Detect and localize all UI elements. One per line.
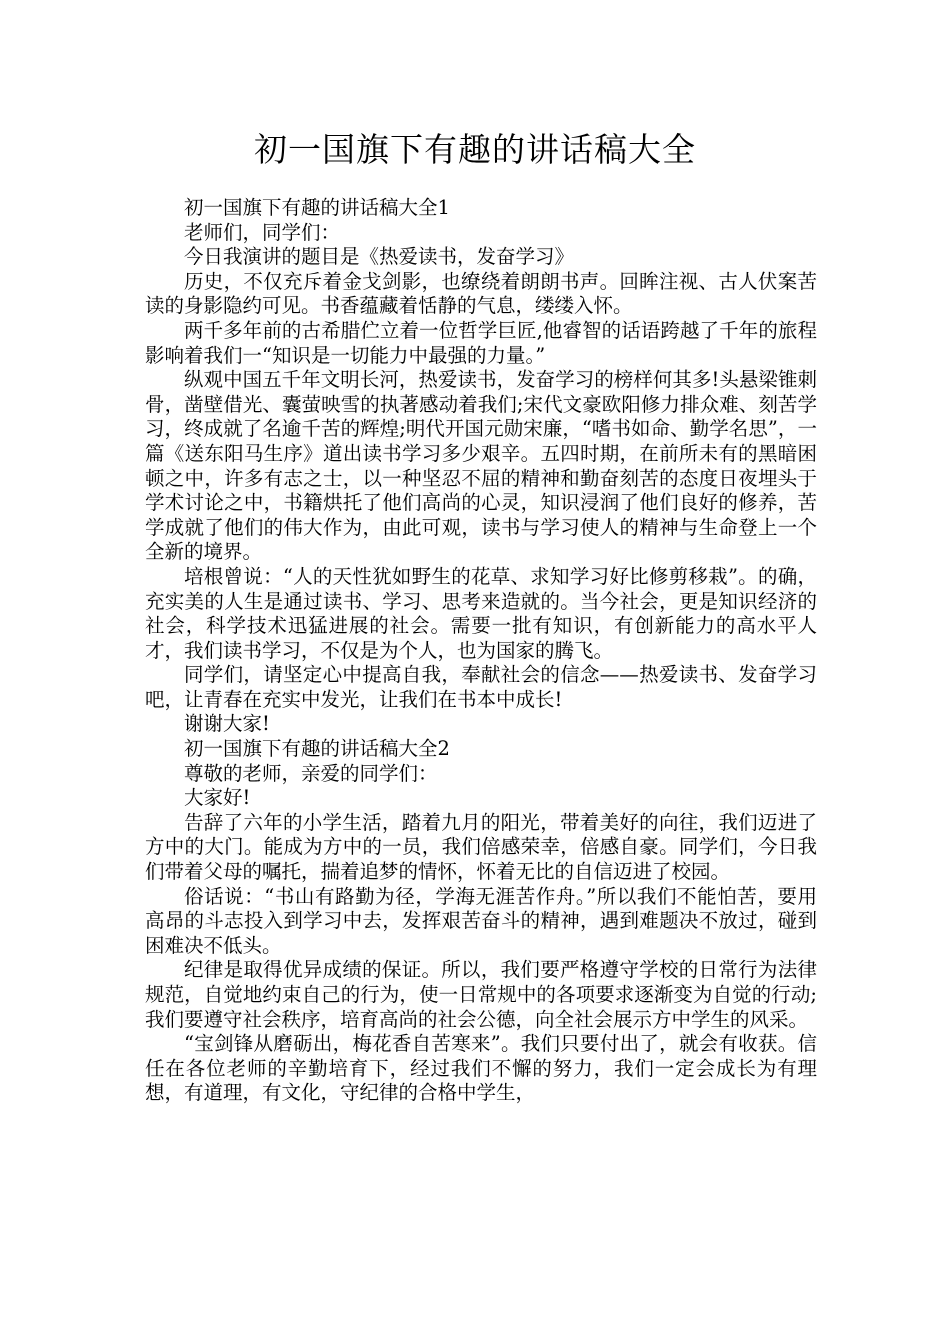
paragraph-topic: 今日我演讲的题目是《热爱读书，发奋学习》 — [184, 245, 575, 269]
paragraph-salutation-1: 老师们，同学们： — [184, 220, 341, 244]
paragraph-speech2-heading: 初一国旗下有趣的讲话稿大全2 — [184, 737, 450, 761]
paragraph-call-to-action: 同学们，请坚定心中提高自我，奉献社会的信念——热爱读书、发奋学习吧，让青春在充实中发光，让我们在书本中成长! — [145, 663, 817, 711]
paragraph-salutation-2: 尊敬的老师，亲爱的同学们： — [184, 761, 438, 785]
paragraph-thanks: 谢谢大家! — [184, 712, 270, 736]
paragraph-history: 历史，不仅充斥着金戈剑影，也缭绕着朗朗书声。回眸注视、古人伏案苦读的身影隐约可见。书香蕴藏着恬静的气息，缕缕入怀。 — [145, 269, 817, 318]
paragraph-speech1-heading: 初一国旗下有趣的讲话稿大全1 — [184, 196, 450, 219]
paragraph-effort: “宝剑锋从磨砺出，梅花香自苦寒来”。我们只要付出了，就会有收获。信任在各位老师的辛勤培育下，经过我们不懈的努力，我们一定会成长为有理想，有道理，有文化，守纪律的合格中学生， — [145, 1032, 817, 1105]
paragraph-bacon-quote: 培根曾说：“人的天性犹如野生的花草、求知学习好比修剪移栽”。的确，充实美的人生是通过读书、学习、思考来造就的。当今社会，更是知识经济的社会，科学技术迅猛进展的社会。需要一批有知识，有创新能力的高水平人才，我们读书学习，不仅是为个人，也为国家的腾飞。 — [145, 564, 817, 662]
document-title: 初一国旗下有趣的讲话稿大全 — [254, 130, 696, 169]
paragraph-greek-philosopher: 两千多年前的古希腊伫立着一位哲学巨匠,他睿智的话语跨越了千年的旅程影响着我们一“知识是一切能力中最强的力量。” — [145, 318, 817, 367]
paragraph-discipline: 纪律是取得优异成绩的保证。所以，我们要严格遵守学校的日常行为法律规范，自觉地约束自己的行为，使一日常规中的各项要求逐渐变为自觉的行动;我们要遵守社会秩序，培育高尚的社会公德，向全社会展示方中学生的风采。 — [145, 958, 817, 1031]
paragraph-new-school: 告辞了六年的小学生活，踏着九月的阳光，带着美好的向往，我们迈进了方中的大门。能成为方中的一员，我们倍感荣幸，倍感自豪。同学们，今日我们带着父母的嘱托，揣着追梦的情怀，怀着无比的自信迈进了校园。 — [145, 810, 817, 884]
paragraph-chinese-examples: 纵观中国五千年文明长河，热爱读书，发奋学习的榜样何其多!头悬梁锥刺骨，凿壁借光、囊萤映雪的执著感动着我们;宋代文豪欧阳修力排众难、刻苦学习，终成就了名逾千苦的辉煌;明代开国元勋宋廉，“嗜书如命、勤学名思”，一篇《送东阳马生序》道出读书学习多少艰辛。五四时期，在前所未有的黑暗困顿之中，许多有志之士，以一种坚忍不屈的精神和勤奋刻苦的态度日夜埋头于学术讨论之中，书籍烘托了他们高尚的心灵，知识浸润了他们良好的修养，苦学成就了他们的伟大作为，由此可观，读书与学习使人的精神与生命登上一个全新的境界。 — [145, 368, 817, 564]
paragraph-greeting: 大家好! — [184, 786, 251, 810]
document-body — [145, 196, 817, 1106]
paragraph-proverb: 俗话说：“书山有路勤为径，学海无涯苦作舟。”所以我们不能怕苦，要用高昂的斗志投入到学习中去，发挥艰苦奋斗的精神，遇到难题决不放过，碰到困难决不低头。 — [145, 884, 817, 957]
